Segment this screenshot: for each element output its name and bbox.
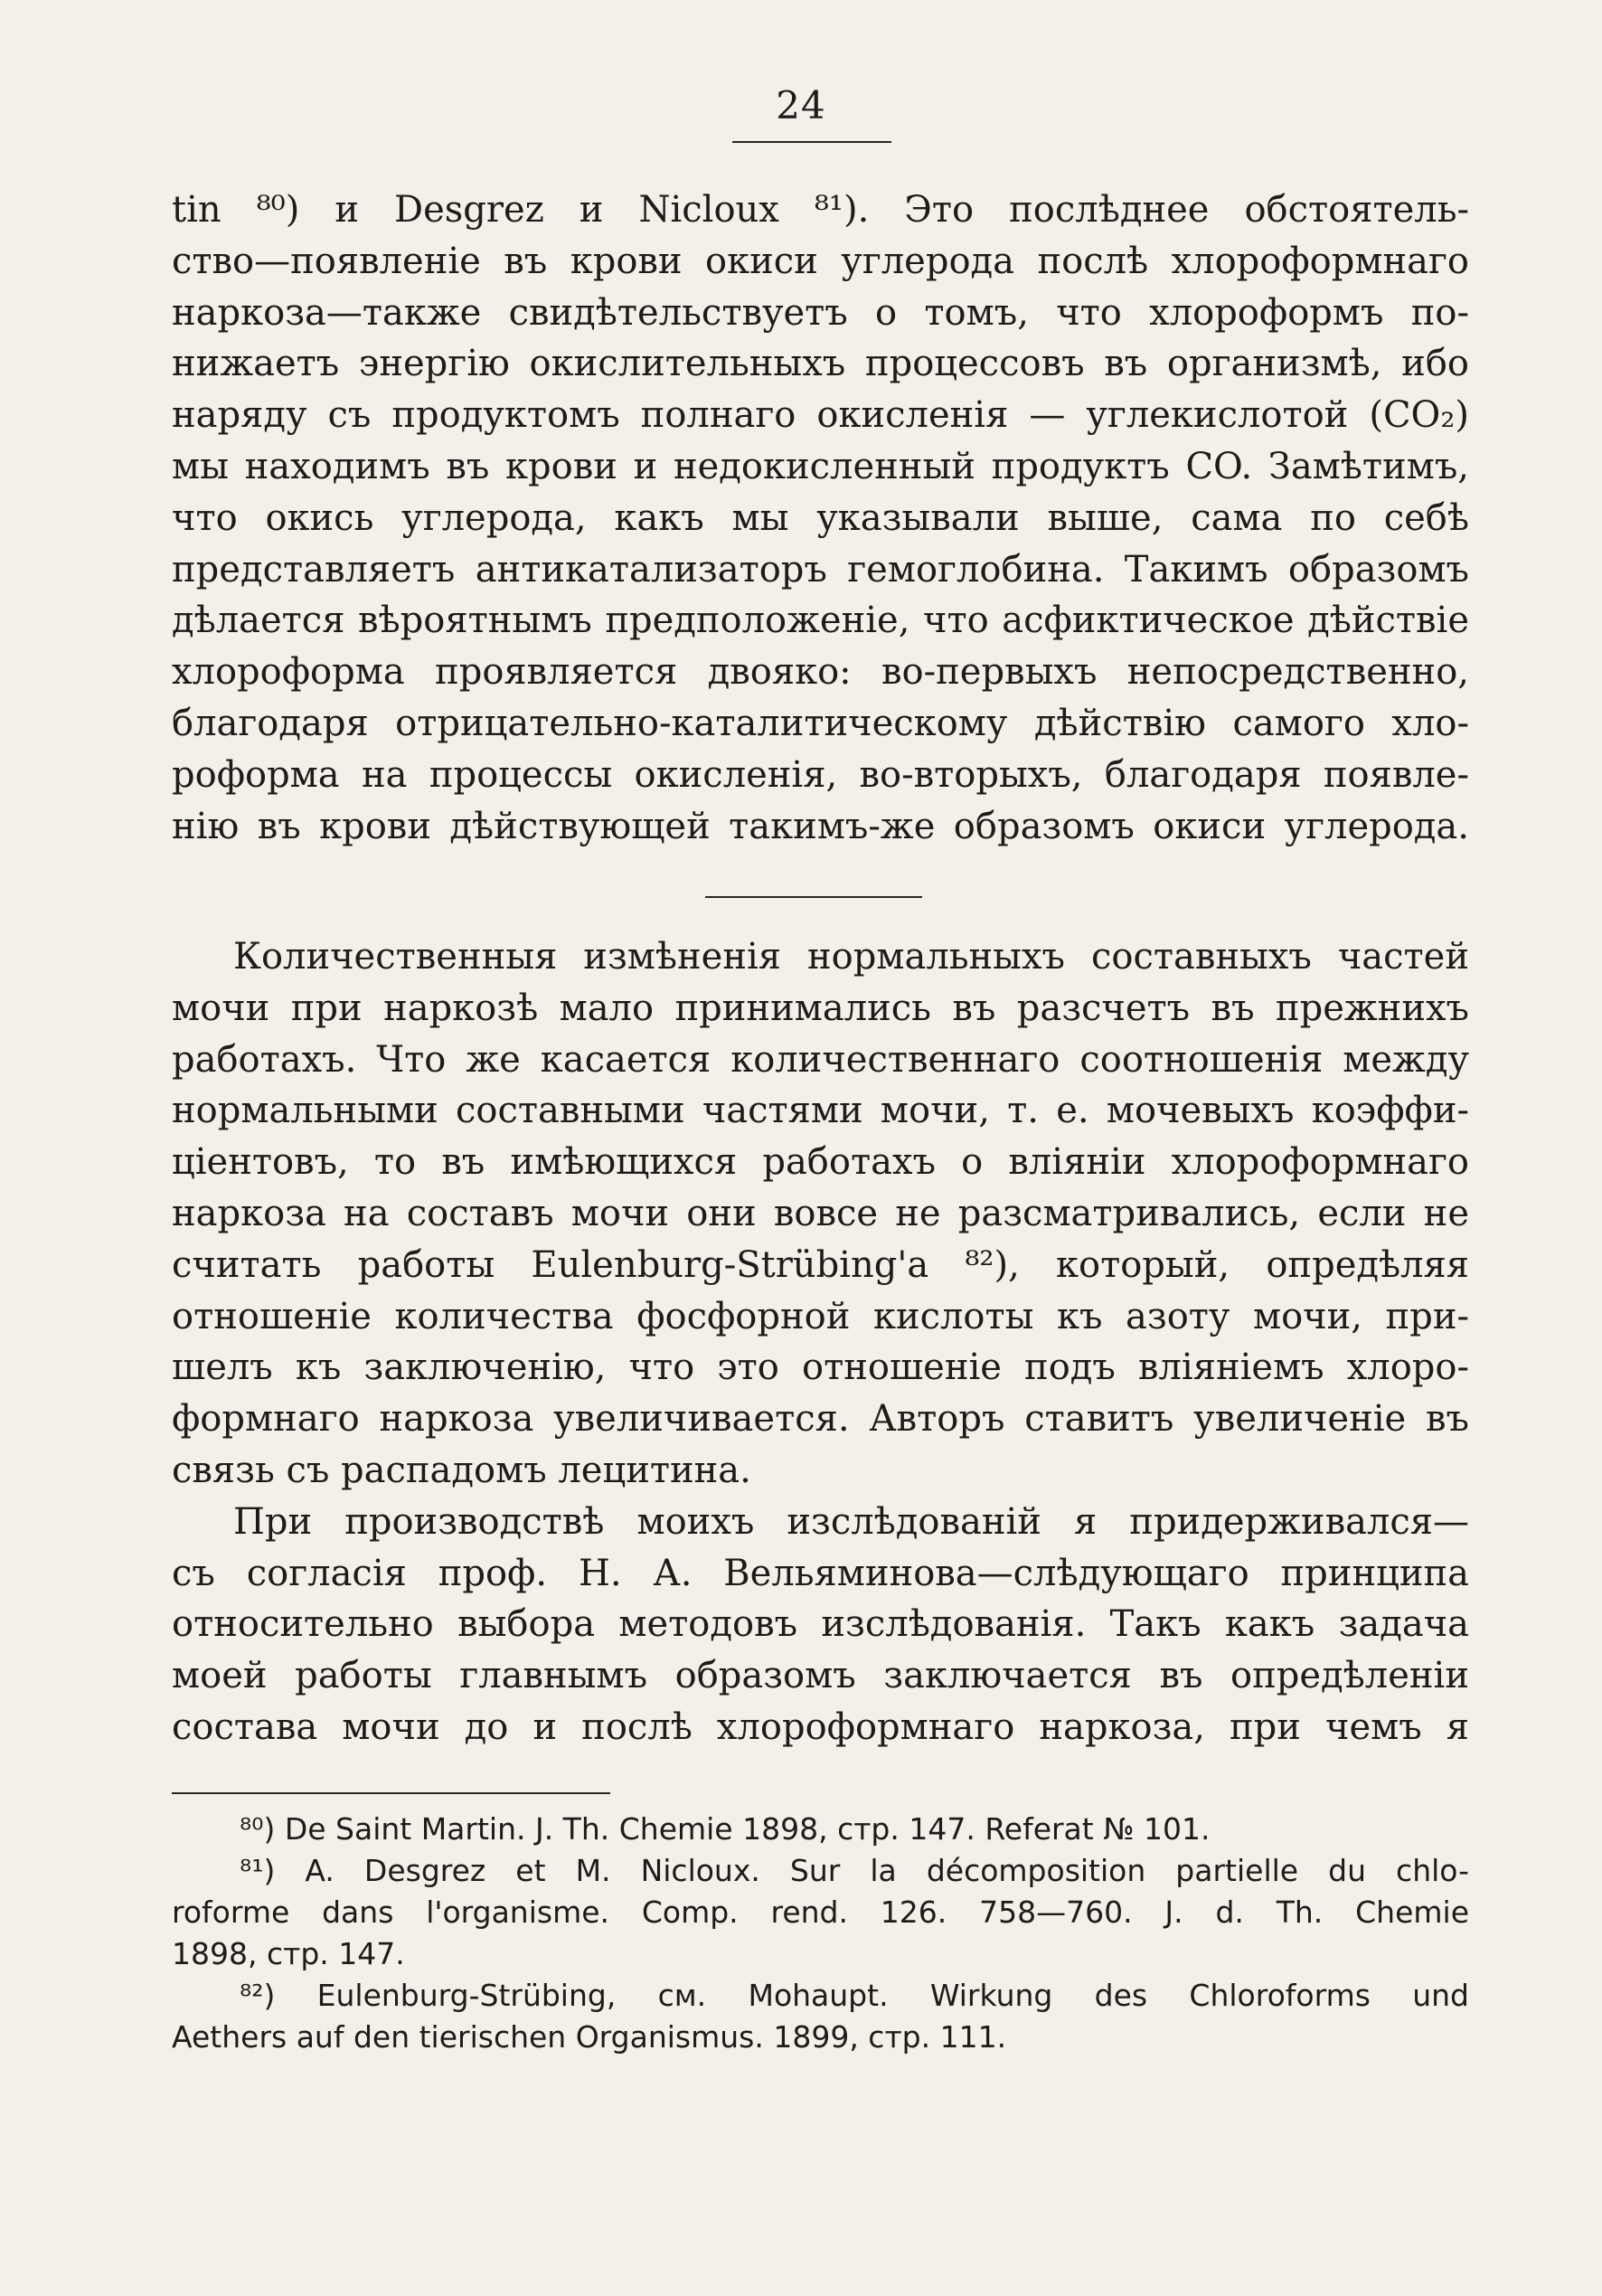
text-line: ство—появленіе въ крови окиси углерода послѣ хлороформнаго — [172, 240, 1469, 282]
footnotes — [172, 1809, 1469, 2058]
footnote-82: ⁸²) Eulenburg-Strübing, см. Mohaupt. Wirkung des Chloroforms und — [240, 1978, 1469, 2013]
text-line: считать работы Eulenburg-Strübing'a ⁸²), который, опредѣляя — [172, 1243, 1469, 1286]
text-line: благодаря отрицательно-каталитическому дѣйствію самого хло- — [172, 702, 1469, 744]
text-line: мочи при наркозѣ мало принимались въ разсчетъ въ прежнихъ — [172, 987, 1469, 1029]
text-line: роформа на процессы окисленія, во-вторыхъ, благодаря появле- — [172, 753, 1469, 796]
section-divider — [705, 896, 922, 898]
text-line: ціентовъ, то въ имѣющихся работахъ о вліяніи хлороформнаго — [172, 1141, 1469, 1184]
text-line: tin ⁸⁰) и Desgrez и Nicloux ⁸¹). Это послѣднее обстоятель- — [172, 189, 1469, 231]
text-line: наркоза—также свидѣтельствуетъ о томъ, что хлороформъ по- — [172, 291, 1469, 334]
text-line: наркоза на составъ мочи они вовсе не разсматривались, если не — [172, 1192, 1469, 1234]
footnote-81: ⁸¹) A. Desgrez et M. Nicloux. Sur la décomposition partielle du chlo- — [240, 1853, 1469, 1888]
header-rule — [732, 141, 891, 143]
text-line: Количественныя измѣненія нормальныхъ составныхъ частей — [233, 936, 1469, 978]
text-line: При производствѣ моихъ изслѣдованій я придерживался— — [233, 1500, 1469, 1543]
text-line: дѣлается вѣроятнымъ предположеніе, что асфиктическое дѣйствіе — [172, 600, 1469, 642]
text-line: формнаго наркоза увеличивается. Авторъ ставитъ увеличеніе въ — [172, 1398, 1469, 1441]
text-line: относительно выбора методовъ изслѣдованія. Такъ какъ задача — [172, 1603, 1469, 1646]
page-number: 24 — [776, 83, 826, 128]
text-line: мы находимъ въ крови и недокисленный продуктъ CO. Замѣтимъ, — [172, 445, 1469, 487]
text-line: состава мочи до и послѣ хлороформнаго наркоза, при чемъ я — [172, 1705, 1469, 1748]
paragraph-2 — [172, 931, 1469, 1753]
footnote-82-end: Aethers auf den tierischen Organismus. 1899, стр. 111. — [172, 2019, 1007, 2055]
text-line: представляетъ антикатализаторъ гемоглобина. Такимъ образомъ — [172, 548, 1469, 591]
text-line: хлороформа проявляется двояко: во-первыхъ непосредственно, — [172, 651, 1469, 694]
text-line: моей работы главнымъ образомъ заключается въ опредѣленіи — [172, 1655, 1469, 1697]
text-line: шелъ къ заключенію, что это отношеніе подъ вліяніемъ хлоро- — [172, 1346, 1469, 1389]
footnote-81-cont: roforme dans l'organisme. Comp. rend. 126. 758—760. J. d. Th. Chemie — [172, 1894, 1469, 1930]
text-line: работахъ. Что же касается количественнаго соотношенія между — [172, 1038, 1469, 1081]
footnote-80: ⁸⁰) De Saint Martin. J. Th. Chemie 1898, стр. 147. Referat № 101. — [240, 1811, 1211, 1847]
text-line: связь съ распадомъ лецитина. — [172, 1449, 751, 1491]
text-line: съ согласія проф. Н. А. Вельяминова—слѣдующаго принципа — [172, 1552, 1469, 1594]
text-line: нію въ крови дѣйствующей такимъ-же образомъ окиси углерода. — [172, 805, 1469, 847]
footnote-rule — [172, 1792, 610, 1794]
text-line: нормальными составными частями мочи, т. е. мочевыхъ коэффи- — [172, 1090, 1469, 1132]
text-line: наряду съ продуктомъ полнаго окисленія — углекислотой (CO₂) — [172, 394, 1469, 437]
text-line: что окись углерода, какъ мы указывали выше, сама по себѣ — [172, 496, 1469, 539]
text-line: отношеніе количества фосфорной кислоты къ азоту мочи, при- — [172, 1295, 1469, 1337]
footnote-81-end: 1898, стр. 147. — [172, 1936, 405, 1971]
paragraph-1 — [172, 184, 1469, 852]
text-line: нижаетъ энергію окислительныхъ процессовъ въ организмѣ, ибо — [172, 343, 1469, 385]
